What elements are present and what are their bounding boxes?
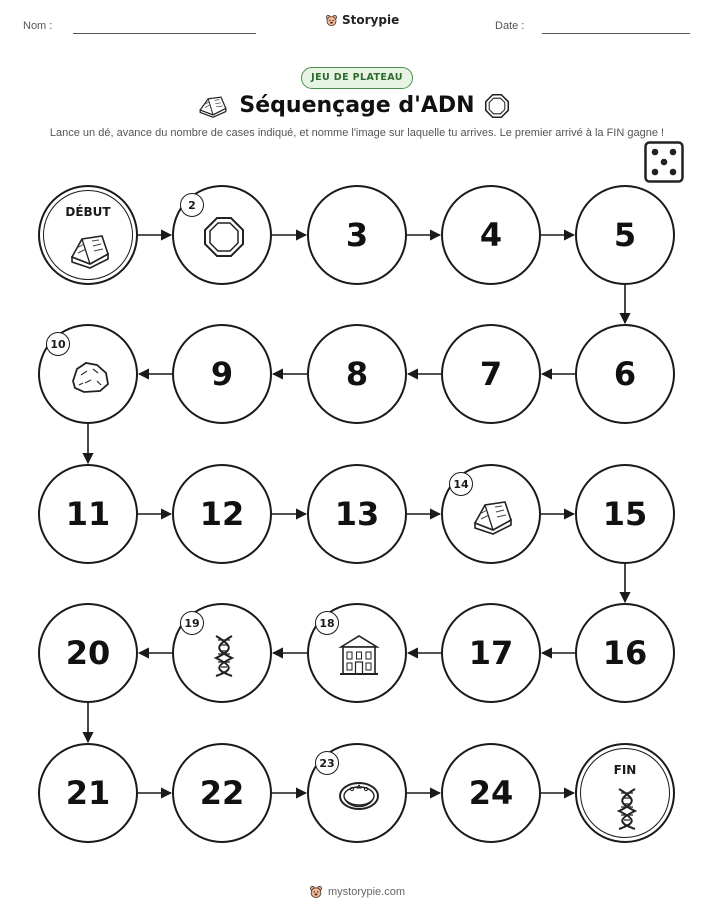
board-cell-17: [441, 603, 541, 703]
board-cell-5: [575, 185, 675, 285]
cell-number: 17: [468, 634, 514, 672]
board-cell-8: [307, 324, 407, 424]
page-title: Séquençage d'ADN: [239, 93, 475, 118]
start-label: DÉBUT: [65, 205, 111, 219]
cell-number-badge: 23: [315, 751, 339, 775]
board-cell-22: [172, 743, 272, 843]
board-cell-14: [441, 464, 541, 564]
octagon-icon: [201, 214, 247, 260]
cell-number: 22: [199, 774, 245, 812]
board-cell-3: [307, 185, 407, 285]
date-label: Date :: [495, 20, 525, 32]
board-cell-2: [172, 185, 272, 285]
cell-number-badge: 14: [449, 472, 473, 496]
cell-number: 15: [602, 495, 648, 533]
cell-number: 4: [479, 216, 503, 254]
bear-mascot-icon: [309, 885, 323, 899]
board-cell-10: [38, 324, 138, 424]
cell-number: 6: [613, 355, 637, 393]
dna-icon: [201, 632, 247, 678]
cell-number: 21: [65, 774, 111, 812]
board-cell-20: [38, 603, 138, 703]
board-cell-24: [441, 743, 541, 843]
game-type-badge: JEU DE PLATEAU: [301, 67, 413, 89]
cell-number: 9: [210, 355, 234, 393]
board-cell-18: [307, 603, 407, 703]
board-cell-13: [307, 464, 407, 564]
board-cell-11: [38, 464, 138, 564]
board-cell-end: [575, 743, 675, 843]
cell-number-badge: 18: [315, 611, 339, 635]
board-cell-16: [575, 603, 675, 703]
board-cell-12: [172, 464, 272, 564]
brand-name: Storypie: [342, 13, 400, 27]
board-cell-start: [38, 185, 138, 285]
cell-number-badge: 2: [180, 193, 204, 217]
cell-number: 8: [345, 355, 369, 393]
building-icon: [336, 632, 382, 678]
board-cell-4: [441, 185, 541, 285]
ring-icon: [336, 772, 382, 818]
end-label: FIN: [613, 763, 637, 777]
board-cell-7: [441, 324, 541, 424]
cell-number: 7: [479, 355, 503, 393]
cell-number: 16: [602, 634, 648, 672]
cell-number: 24: [468, 774, 514, 812]
cell-number: 20: [65, 634, 111, 672]
board-cell-15: [575, 464, 675, 564]
board-cell-9: [172, 324, 272, 424]
board-cell-23: [307, 743, 407, 843]
cell-number: 5: [613, 216, 637, 254]
cell-number: 13: [334, 495, 380, 533]
board-cell-19: [172, 603, 272, 703]
book-icon: [470, 493, 516, 539]
cell-number-badge: 19: [180, 611, 204, 635]
book-icon: [67, 227, 113, 273]
footer-url: mystorypie.com: [327, 886, 406, 898]
footer: [0, 885, 714, 899]
board-cell-21: [38, 743, 138, 843]
cell-number: 3: [345, 216, 369, 254]
cell-number: 12: [199, 495, 245, 533]
cell-number-badge: 10: [46, 332, 70, 356]
cell-number: 11: [65, 495, 111, 533]
name-label: Nom :: [23, 20, 53, 32]
board-cell-6: [575, 324, 675, 424]
instructions-text: Lance un dé, avance du nombre de cases indiqué, et nomme l'image sur laquelle tu arrives. Le premier arrivé à la FIN gagne !: [49, 127, 665, 139]
dna-icon: [604, 785, 650, 831]
rock-icon: [67, 353, 113, 399]
